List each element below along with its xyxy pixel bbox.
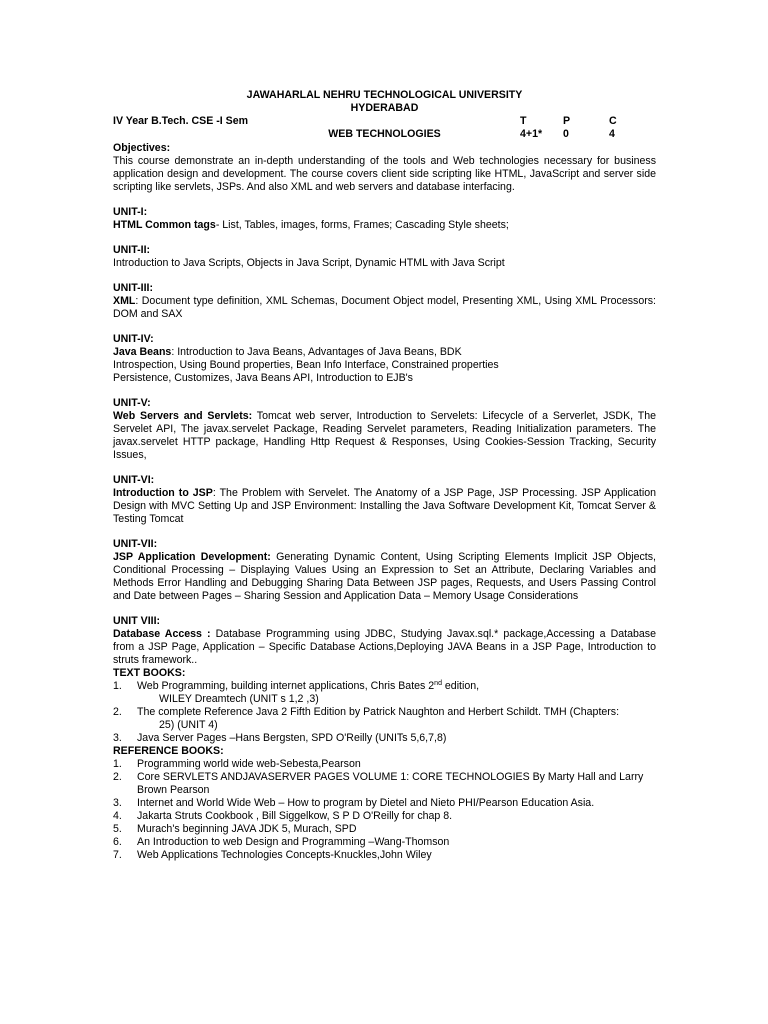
reference-book-item — [113, 758, 656, 771]
col-c-value: 4 — [609, 128, 615, 140]
unit-extra-line: Persistence, Customizes, Java Beans API, Introduction to EJB's — [113, 372, 413, 384]
unit-extra-line: Introspection, Using Bound properties, Bean Info Interface, Constrained properties — [113, 359, 499, 371]
text-book-item — [113, 732, 656, 745]
text-book-title: Java Server Pages –Hans Bergsten, SPD O'Reilly (UNITs 5,6,7,8) — [137, 732, 447, 744]
reference-book-item — [113, 836, 656, 849]
subject-title: WEB TECHNOLOGIES — [328, 128, 441, 140]
unit-body — [113, 628, 656, 667]
unit-title: UNIT-III: — [113, 282, 154, 294]
unit-lead: Database Access : — [113, 628, 211, 640]
unit-title: UNIT-VI: — [113, 474, 155, 486]
reference-books-list — [113, 758, 656, 862]
col-c-label: C — [609, 115, 617, 127]
text-books-title: TEXT BOOKS: — [113, 667, 186, 679]
col-t-label: T — [520, 115, 527, 127]
reference-book-number: 7. — [113, 849, 122, 861]
text-book-item — [113, 706, 656, 732]
units-list — [113, 194, 656, 667]
course-values-row — [113, 128, 656, 141]
unit-title: UNIT-I: — [113, 206, 148, 218]
reference-book-number: 4. — [113, 810, 122, 822]
course-header-row — [113, 115, 656, 128]
unit-title: UNIT-IV: — [113, 333, 154, 345]
unit-gap — [113, 603, 656, 615]
unit-gap — [113, 385, 656, 397]
text-book-number: 2. — [113, 706, 122, 718]
text-book-continuation: WILEY Dreamtech (UNIT s 1,2 ,3) — [159, 693, 319, 705]
unit-gap — [113, 526, 656, 538]
reference-book-item — [113, 810, 656, 823]
text-book-continuation: 25) (UNIT 4) — [159, 719, 218, 731]
text-book-line — [137, 732, 656, 745]
reference-book-item — [113, 771, 656, 797]
text-book-line — [137, 680, 656, 693]
university-name: JAWAHARLAL NEHRU TECHNOLOGICAL UNIVERSITY — [246, 89, 523, 101]
unit-text: Generating Dynamic Content, Using Scripting Elements Implicit JSP Objects, Conditional Processing – Displaying Values Using an Expression to Set an Attribute, Declaring Variables and Methods Error Handling and Debugging Sharing Data Between JSP pages, Requests, and Users Passing Control and Date between Pages – Sharing Session and Application Data – Memory Usage Considerations — [113, 551, 656, 602]
unit-gap — [113, 270, 656, 282]
col-p-value: 0 — [563, 128, 569, 140]
unit-gap — [113, 194, 656, 206]
reference-book-number: 1. — [113, 758, 122, 770]
unit-lead: HTML Common tags — [113, 219, 216, 231]
unit-title: UNIT-II: — [113, 244, 151, 256]
text-book-line — [137, 706, 656, 719]
reference-book-number: 2. — [113, 771, 122, 783]
unit-text: : Document type definition, XML Schemas, Document Object model, Presenting XML, Using XML Processors: DOM and SAX — [113, 295, 656, 320]
text-book-item — [113, 680, 656, 706]
unit-body — [113, 551, 656, 603]
unit-title: UNIT VIII: — [113, 615, 161, 627]
text-book-number: 3. — [113, 732, 122, 744]
text-book-title: The complete Reference Java 2 Fifth Edition by Patrick Naughton and Herbert Schildt. TMH (Chapters: — [137, 706, 620, 718]
unit-body — [113, 257, 656, 270]
year-semester: IV Year B.Tech. CSE -I Sem — [113, 115, 249, 127]
unit-gap — [113, 321, 656, 333]
reference-book-number: 6. — [113, 836, 122, 848]
reference-book-text: Jakarta Struts Cookbook , Bill Siggelkow, S P D O'Reilly for chap 8. — [137, 810, 453, 822]
reference-books-title: REFERENCE BOOKS: — [113, 745, 224, 757]
reference-book-text: An Introduction to web Design and Programming –Wang-Thomson — [137, 836, 450, 848]
unit-lead: Introduction to JSP — [113, 487, 213, 499]
unit-lead: Java Beans — [113, 346, 172, 358]
unit-text: Introduction to Java Scripts, Objects in Java Script, Dynamic HTML with Java Script — [113, 257, 505, 269]
unit-body — [113, 410, 656, 462]
unit-title: UNIT-VII: — [113, 538, 158, 550]
reference-book-text: Internet and World Wide Web – How to program by Dietel and Nieto PHI/Pearson Education Asia. — [137, 797, 595, 809]
unit-body — [113, 346, 656, 359]
unit-text: Database Programming using JDBC, Studying Javax.sql.* package,Accessing a Database from a JSP Page, Application – Specific Database Actions,Deploying JAVA Beans in a JSP Page, Introduction to struts framework.. — [113, 628, 656, 666]
col-t-value: 4+1* — [520, 128, 543, 140]
unit-text: - List, Tables, images, forms, Frames; Cascading Style sheets; — [215, 219, 509, 231]
text-book-superscript: nd — [434, 680, 442, 687]
unit-title: UNIT-V: — [113, 397, 151, 409]
reference-book-item — [113, 849, 656, 862]
unit-gap — [113, 462, 656, 474]
unit-text: : Introduction to Java Beans, Advantages of Java Beans, BDK — [171, 346, 462, 358]
syllabus-document — [113, 89, 656, 862]
text-book-title: Web Programming, building internet applications, Chris Bates 2 — [137, 680, 435, 692]
reference-book-text: Web Applications Technologies Concepts-Knuckles,John Wiley — [137, 849, 432, 861]
text-book-edition: edition, — [441, 680, 480, 692]
unit-body — [113, 219, 656, 232]
text-books-list — [113, 680, 656, 745]
reference-book-number: 5. — [113, 823, 122, 835]
university-city: HYDERABAD — [350, 102, 419, 114]
unit-body — [113, 487, 656, 526]
reference-book-item — [113, 823, 656, 836]
text-book-number: 1. — [113, 680, 122, 692]
reference-book-text: Murach's beginning JAVA JDK 5, Murach, SPD — [137, 823, 357, 835]
reference-book-text: Programming world wide web-Sebesta,Pearson — [137, 758, 361, 770]
reference-book-number: 3. — [113, 797, 122, 809]
unit-lead: XML — [113, 295, 136, 307]
unit-lead: Web Servers and Servlets: — [113, 410, 253, 422]
unit-text: Tomcat web server, Introduction to Servelets: Lifecycle of a Serverlet, JSDK, The Servelet API, The javax.servelet Package, Reading Servelet parameters, Reading Initialization parameters. The javax.servelet HTTP package, Handling Http Request & Responses, Using Cookies-Session Tracking, Security Issues, — [113, 410, 656, 461]
reference-book-item — [113, 797, 656, 810]
reference-book-text: Core SERVLETS ANDJAVASERVER PAGES VOLUME 1: CORE TECHNOLOGIES By Marty Hall and Larry Brown Pearson — [137, 771, 644, 796]
objectives-text: This course demonstrate an in-depth understanding of the tools and Web technologies necessary for business application design and development. The course covers client side scripting like HTML, JavaScript and server side scripting like servlets, JSPs. And also XML and web servers and database interfacing. — [113, 155, 656, 193]
unit-body — [113, 295, 656, 321]
unit-text: : The Problem with Servelet. The Anatomy of a JSP Page, JSP Processing. JSP Application Design with MVC Setting Up and JSP Environment: Installing the Java Software Development Kit, Tomcat Server & Testing Tomcat — [113, 487, 656, 525]
col-p-label: P — [563, 115, 571, 127]
unit-gap — [113, 232, 656, 244]
unit-lead: JSP Application Development: — [113, 551, 271, 563]
objectives-title: Objectives: — [113, 142, 171, 154]
